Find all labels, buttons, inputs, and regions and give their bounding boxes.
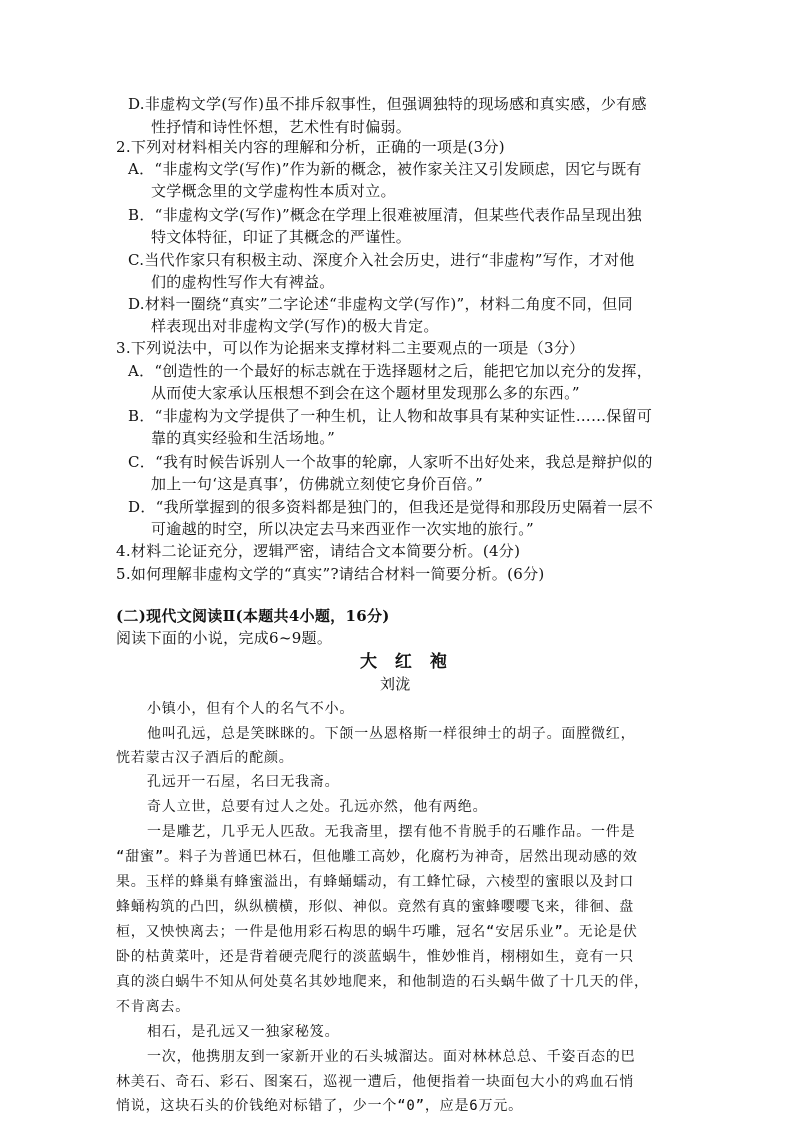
q4-stem: 4.材料二论证充分，逻辑严密，请结合文本简要分析。(4分) <box>116 542 521 560</box>
q3-option-b-line2: 靠的真实经验和生活场地。” <box>151 429 336 447</box>
story-paragraph-5-line6: 卧的枯黄菜叶，还是背着硬壳爬行的淡蓝蜗牛，惟妙惟肖，栩栩如生，竟有一只 <box>116 949 634 965</box>
section-heading: (二)现代文阅读Ⅱ(本题共4小题，16分) <box>116 607 390 625</box>
q3-stem: 3.下列说法中，可以作为论据来支撑材料二主要观点的一项是（3分） <box>116 339 585 357</box>
story-paragraph-5-line5: 桓，又怏怏离去；一件是他用彩石构思的蜗牛巧雕，冠名“安居乐业”。无论是伏 <box>116 924 638 940</box>
q2-option-c-line1: C.当代作家只有积极主动、深度介入社会历史，进行“非虚构”写作，才对他 <box>128 251 635 269</box>
q2-option-c-line2: 们的虚构性写作大有裨益。 <box>151 273 335 291</box>
q3-option-c-line1: C．“我有时候告诉别人一个故事的轮廓，人家听不出好处来，我总是辩护似的 <box>128 453 653 471</box>
q2-option-d-line2: 样表现出对非虚构文学(写作)的极大肯定。 <box>151 317 439 335</box>
story-paragraph-7-line2: 林美石、奇石、彩石、图案石，巡视一遭后，他便指着一块面包大小的鸡血石悄 <box>116 1074 634 1090</box>
story-paragraph-5-line8: 不肯离去。 <box>116 999 190 1015</box>
q3-option-d-line2: 可逾越的时空，所以决定去马来西亚作一次实地的旅行。” <box>151 520 534 538</box>
q5-stem: 5.如何理解非虚构文学的“真实”?请结合材料一简要分析。(6分) <box>116 565 545 583</box>
story-paragraph-6: 相石，是孔远又一独家秘笈。 <box>147 1024 340 1040</box>
story-paragraph-2-line2: 恍若蒙古汉子酒后的酡颜。 <box>116 750 294 766</box>
story-paragraph-7-line3: 悄说，这块石头的价钱绝对标错了，少一个“0”，应是6万元。 <box>116 1098 523 1114</box>
q2-option-a-line2: 文学概念里的文学虚构性本质对立。 <box>151 182 396 200</box>
story-paragraph-1: 小镇小，但有个人的名气不小。 <box>147 701 355 717</box>
story-paragraph-5-line4: 蜂蛹构筑的凸凹，纵纵横横，形似、神似。竟然有真的蜜蜂嘤嘤飞来，徘徊、盘 <box>116 899 634 915</box>
q3-option-a-line2: 从而使大家承认压根想不到会在这个题材里发现那么多的东西。” <box>151 384 580 402</box>
q2-option-b-line2: 特文体特征，印证了其概念的严谨性。 <box>151 228 412 246</box>
q2-option-b-line1: B．“非虚构文学(写作)”概念在学理上很难被厘清，但某些代表作品呈现出独 <box>128 206 642 224</box>
q3-option-d-line1: D．“我所掌握到的很多资料都是独门的，但我还是觉得和那段历史隔着一层不 <box>128 498 654 516</box>
q3-option-a-line1: A．“创造性的一个最好的标志就在于选择题材之后，能把它加以充分的发挥， <box>128 362 653 380</box>
story-author: 刘泷 <box>380 675 411 693</box>
story-paragraph-5-line2: “甜蜜”。料子为普通巴林石，但他雕工高妙，化腐朽为神奇，居然出现动感的效 <box>116 849 638 865</box>
q3-option-c-line2: 加上一句‘这是真事’，仿佛就立刻使它身价百倍。” <box>151 475 483 493</box>
story-paragraph-4: 奇人立世，总要有过人之处。孔远亦然，他有两绝。 <box>147 799 488 815</box>
story-paragraph-3: 孔远开一石屋，名曰无我斋。 <box>147 774 340 790</box>
q1-option-d-line2: 性抒情和诗性怀想，艺术性有时偏弱。 <box>151 118 412 136</box>
q2-option-d-line1: D.材料一圈绕“真实”二字论述“非虚构文学(写作)”，材料二角度不同，但同 <box>128 295 633 313</box>
story-paragraph-2-line1: 他叫孔远，总是笑眯眯的。下颌一丛恩格斯一样很绅士的胡子。面膛微红， <box>147 726 636 742</box>
story-paragraph-5-line1: 一是雕艺，几乎无人匹敌。无我斋里，摆有他不肯脱手的石雕作品。一件是 <box>147 824 636 840</box>
story-paragraph-5-line3: 果。玉样的蜂巢有蜂蜜溢出，有蜂蛹蠕动，有工蜂忙碌，六棱型的蜜眼以及封口 <box>116 874 634 890</box>
story-paragraph-5-line7: 真的淡白蜗牛不知从何处莫名其妙地爬来，和他制造的石头蜗牛做了十几天的伴， <box>116 974 649 990</box>
story-paragraph-7-line1: 一次，他携朋友到一家新开业的石头城溜达。面对林林总总、千姿百态的巴 <box>147 1049 636 1065</box>
q2-stem: 2.下列对材料相关内容的理解和分析，正确的一项是(3分) <box>116 138 505 156</box>
story-title: 大 红 袍 <box>360 652 453 672</box>
q3-option-b-line1: B．“非虚构为文学提供了一种生机，让人物和故事具有某种实证性……保留可 <box>128 407 653 425</box>
q1-option-d-line1: D.非虚构文学(写作)虽不排斥叙事性，但强调独特的现场感和真实感，少有感 <box>128 95 647 113</box>
q2-option-a-line1: A．“非虚构文学(写作)”作为新的概念，被作家关注又引发顾虑，因它与既有 <box>128 160 642 178</box>
section-instruction: 阅读下面的小说，完成6~9题。 <box>116 629 333 647</box>
